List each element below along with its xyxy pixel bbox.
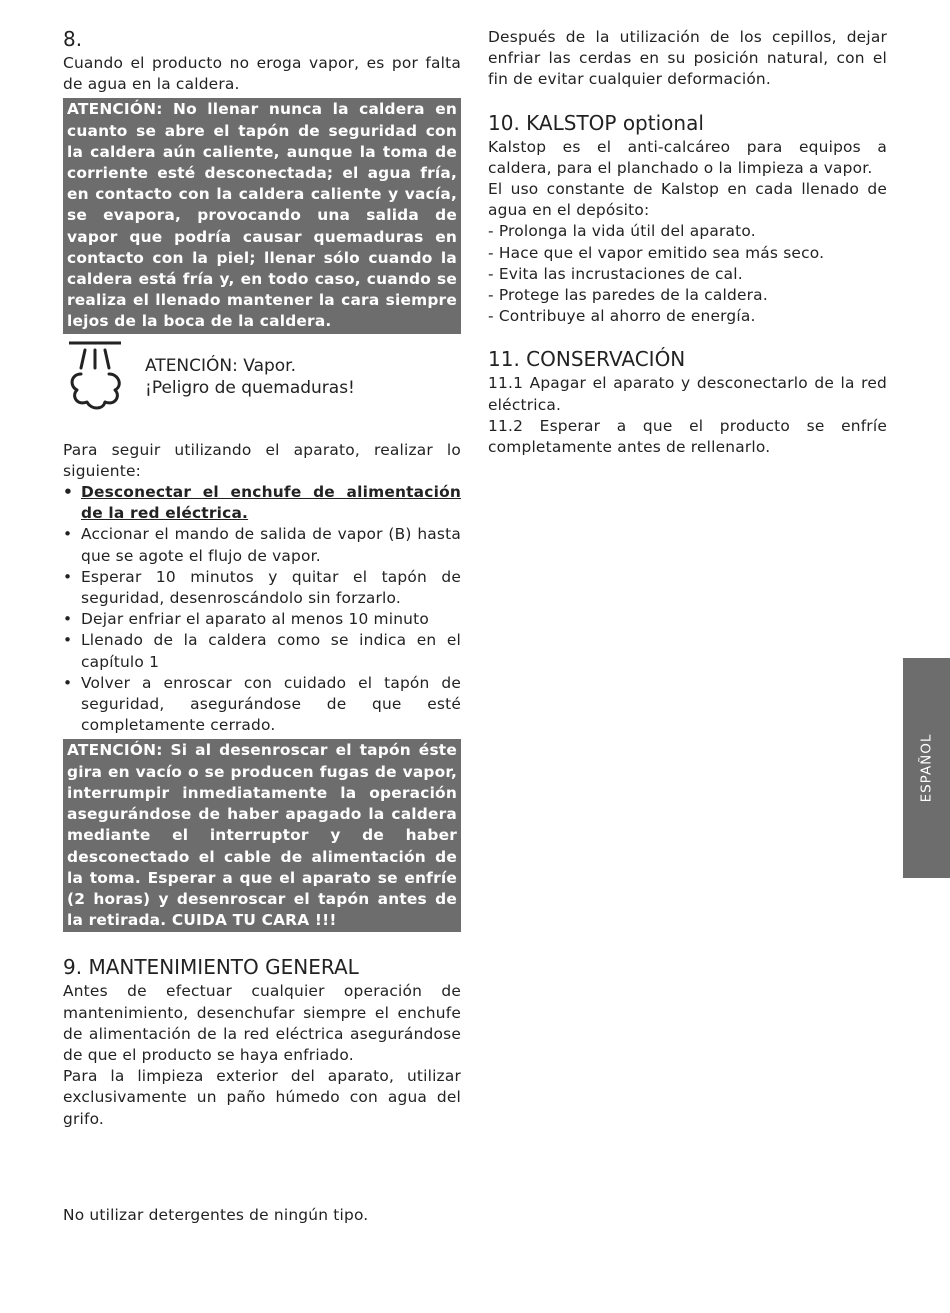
section-10-paragraph-2: El uso constante de Kalstop en cada llenado de agua en el depósito:: [488, 180, 887, 220]
warning-box-refill: ATENCIÓN: No llenar nunca la caldera en cuanto se abre el tapón de seguridad con la caldera aún caliente, aunque la toma de corriente esté desconectada; el agua fría, en contacto con la caldera caliente y vacía, se evapora, provocando una salida de vapor que podría causar quemaduras en contacto con la piel; llenar sólo cuando la caldera está fría y, en todo caso, cuando se realiza el llenado mantener la cara siempre lejos de la boca de la caldera.: [63, 98, 461, 333]
section-10-paragraph-1: Kalstop es el anti-calcáreo para equipos a caldera, para el planchado o la limpieza a vapor.: [488, 137, 887, 177]
steam-warning-line2: ¡Peligro de quemaduras!: [145, 377, 355, 398]
language-tab-label: ESPAÑOL: [918, 733, 935, 803]
list-item: - Protege las paredes de la caldera.: [488, 286, 768, 305]
warning-box-cap: ATENCIÓN: Si al desenroscar el tapón éste gira en vacío o se producen fugas de vapor, interrumpir inmediatamente la operación asegurándose de haber apagado la caldera mediante el interruptor y de haber desconectado el cable de alimentación de la toma. Esperar a que el aparato se enfríe (2 horas) y desenroscar el tapón antes de la retirada. CUIDA TU CARA !!!: [63, 739, 461, 932]
section-9-heading: 9. MANTENIMIENTO GENERAL: [63, 955, 359, 980]
section-9-paragraph-2: Para la limpieza exterior del aparato, utilizar exclusivamente un paño húmedo con agua del grifo.: [63, 1067, 461, 1128]
step-item: • Llenado de la caldera como se indica en el capítulo 1: [63, 630, 461, 672]
steam-warning: [63, 340, 461, 410]
step-item: • Desconectar el enchufe de alimentación de la red eléctrica.: [63, 482, 461, 524]
list-item: - Hace que el vapor emitido sea más seco.: [488, 243, 825, 262]
brushes-paragraph: Después de la utilización de los cepillos, dejar enfriar las cerdas en su posición natural, con el fin de evitar cualquier deformación.: [488, 28, 887, 89]
section-9-paragraph-3: No utilizar detergentes de ningún tipo.: [63, 1206, 369, 1224]
kalstop-benefits-list: [488, 221, 887, 327]
steam-warning-icon: [67, 340, 125, 410]
section-11-heading: 11. CONSERVACIÓN: [488, 347, 686, 372]
section-9-paragraph-1: Antes de efectuar cualquier operación de mantenimiento, desenchufar siempre el enchufe de alimentación de la red eléctrica asegurándose de que el producto se haya enfriado.: [63, 982, 461, 1064]
list-item: - Prolonga la vida útil del aparato.: [488, 222, 756, 241]
steam-warning-line1: ATENCIÓN: Vapor.: [145, 355, 297, 376]
step-item: • Esperar 10 minutos y quitar el tapón de seguridad, desenroscándolo sin forzarlo.: [63, 567, 461, 609]
left-column: [63, 27, 461, 1130]
section-10-heading: 10. KALSTOP optional: [488, 110, 704, 135]
step-item: • Accionar el mando de salida de vapor (B) hasta que se agote el flujo de vapor.: [63, 524, 461, 566]
section-8-intro: Cuando el producto no eroga vapor, es por falta de agua en la caldera.: [63, 54, 461, 94]
continue-instructions: Para seguir utilizando el aparato, realizar lo siguiente:: [63, 440, 461, 480]
list-item: - Evita las incrustaciones de cal.: [488, 264, 743, 283]
right-column: [488, 27, 887, 458]
step-item: • Volver a enroscar con cuidado el tapón de seguridad, asegurándose de que esté completamente cerrado.: [63, 673, 461, 737]
steps-list: [63, 482, 461, 736]
language-tab: [903, 658, 950, 878]
section-8-heading: 8.: [63, 27, 83, 51]
section-11-paragraph-1: 11.1 Apagar el aparato y desconectarlo de la red eléctrica.: [488, 374, 887, 414]
section-11-paragraph-2: 11.2 Esperar a que el producto se enfríe completamente antes de rellenarlo.: [488, 416, 887, 457]
list-item: - Contribuye al ahorro de energía.: [488, 307, 756, 326]
step-item: • Dejar enfriar el aparato al menos 10 minuto: [63, 609, 461, 630]
